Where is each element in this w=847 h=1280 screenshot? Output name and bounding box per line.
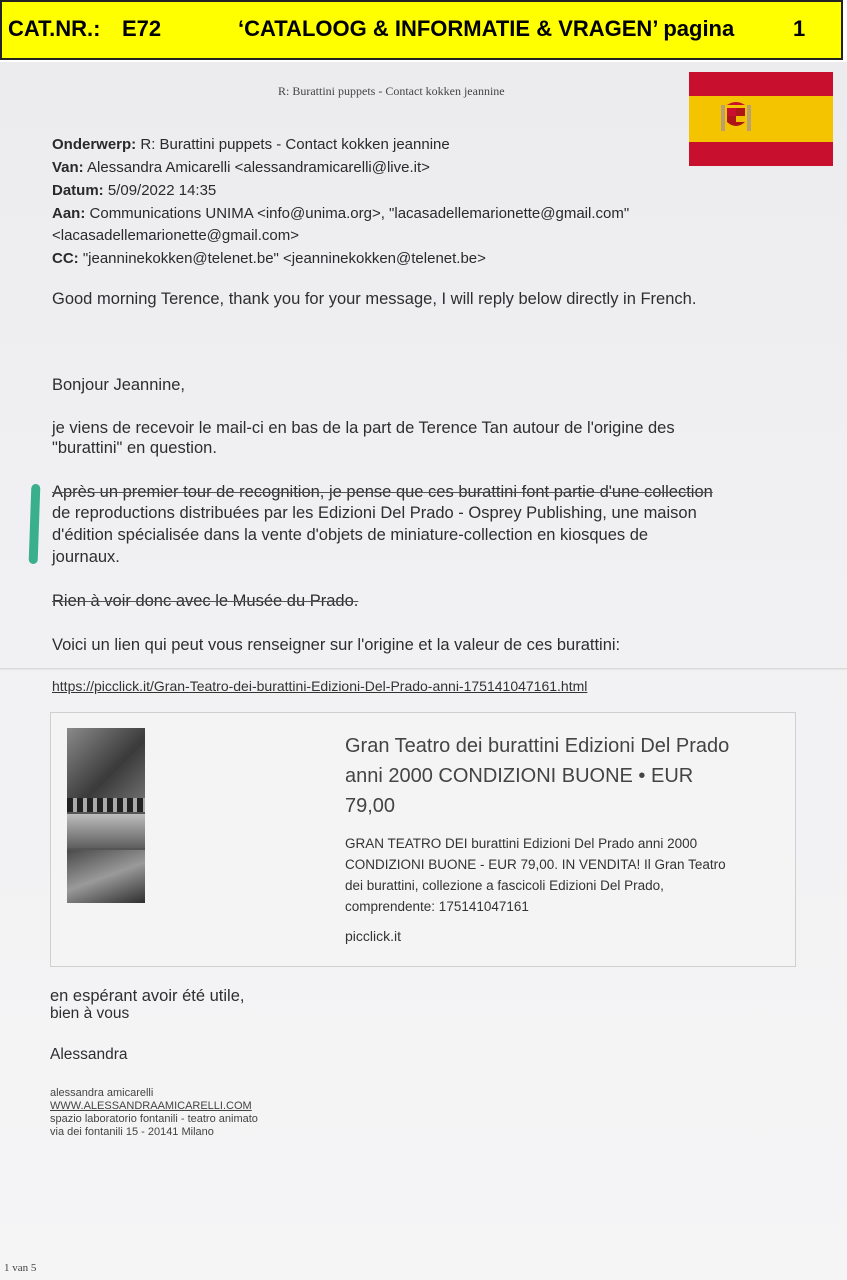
greeting-french: Bonjour Jeannine, (52, 376, 186, 394)
preview-description: GRAN TEATRO DEI burattini Edizioni Del Prado anni 2000 CONDIZIONI BUONE - EUR 79,00. IN VENDITA! Il Gran Teatro dei burattini, collezione a fascicoli Edizioni Del Prado, comprendente: 175141047161 (345, 836, 726, 914)
paragraph-2-line-2: de reproductions distribuées par les Edizioni Del Prado - Osprey Publishing, une maison (52, 504, 697, 522)
closing-line-2: bien à vous (50, 1005, 130, 1022)
signature-website[interactable]: WWW.ALESSANDRAAMICARELLI.COM (50, 1100, 252, 1112)
paragraph-1-line-2: "burattini" en question. (52, 439, 217, 457)
link-preview-card[interactable] (50, 712, 796, 967)
paragraph-2-line-1: Après un premier tour de recognition, je pense que ces burattini font partie d'une collection (52, 483, 713, 501)
preview-site[interactable]: picclick.it (345, 928, 402, 944)
paragraph-1-line-1: je viens de recevoir le mail-ci en bas de la part de Terence Tan autour de l'origine des (52, 419, 675, 437)
greeting-english: Good morning Terence, thank you for your message, I will reply below directly in French. (52, 290, 697, 308)
email-from: Van: Alessandra Amicarelli <alessandramicarelli@live.it> (52, 159, 430, 176)
paragraph-3: Rien à voir donc avec le Musée du Prado. (52, 592, 359, 610)
paragraph-2-line-4: journaux. (52, 548, 120, 566)
highlighter-mark (29, 484, 41, 564)
catalog-title: ‘CATALOOG & INFORMATIE & VRAGEN’ pagina (238, 16, 735, 41)
email-printout (0, 62, 847, 1280)
catalog-banner (0, 0, 843, 60)
catalog-page-number: 1 (793, 16, 806, 41)
spain-flag-icon (689, 72, 833, 166)
email-date: Datum: 5/09/2022 14:35 (52, 182, 217, 199)
picclick-link[interactable]: https://picclick.it/Gran-Teatro-dei-burattini-Edizioni-Del-Prado-anni-175141047161.html (52, 678, 588, 694)
preview-title[interactable]: Gran Teatro dei burattini Edizioni Del Prado anni 2000 CONDIZIONI BUONE • EUR 79,00 (345, 735, 730, 817)
catalog-number-label: CAT.NR.: (8, 16, 101, 41)
email-subject: Onderwerp: R: Burattini puppets - Contact kokken jeannine (52, 136, 450, 153)
print-header: R: Burattini puppets - Contact kokken jeannine (278, 84, 505, 98)
sign-name: Alessandra (50, 1046, 128, 1063)
email-to-continued: <lacasadellemarionette@gmail.com> (52, 227, 300, 244)
signature-organization: spazio laboratorio fontanili - teatro animato (50, 1113, 258, 1125)
signature-name: alessandra amicarelli (50, 1087, 154, 1099)
email-to: Aan: Communications UNIMA <info@unima.org>, "lacasadellemarionette@gmail.com" (52, 205, 630, 222)
signature-address: via dei fontanili 15 - 20141 Milano (50, 1126, 214, 1138)
closing-line-1: en espérant avoir été utile, (50, 987, 245, 1005)
preview-thumbnail (67, 728, 145, 903)
paragraph-2-line-3: d'édition spécialisée dans la vente d'objets de miniature-collection en kiosques de (52, 526, 649, 544)
paragraph-4: Voici un lien qui peut vous renseigner sur l'origine et la valeur de ces burattini: (52, 636, 621, 654)
paper-fold (0, 668, 847, 671)
page-footer: 1 van 5 (4, 1262, 37, 1274)
email-cc: CC: "jeanninekokken@telenet.be" <jeanninekokken@telenet.be> (52, 250, 486, 267)
catalog-code: E72 (122, 16, 162, 41)
